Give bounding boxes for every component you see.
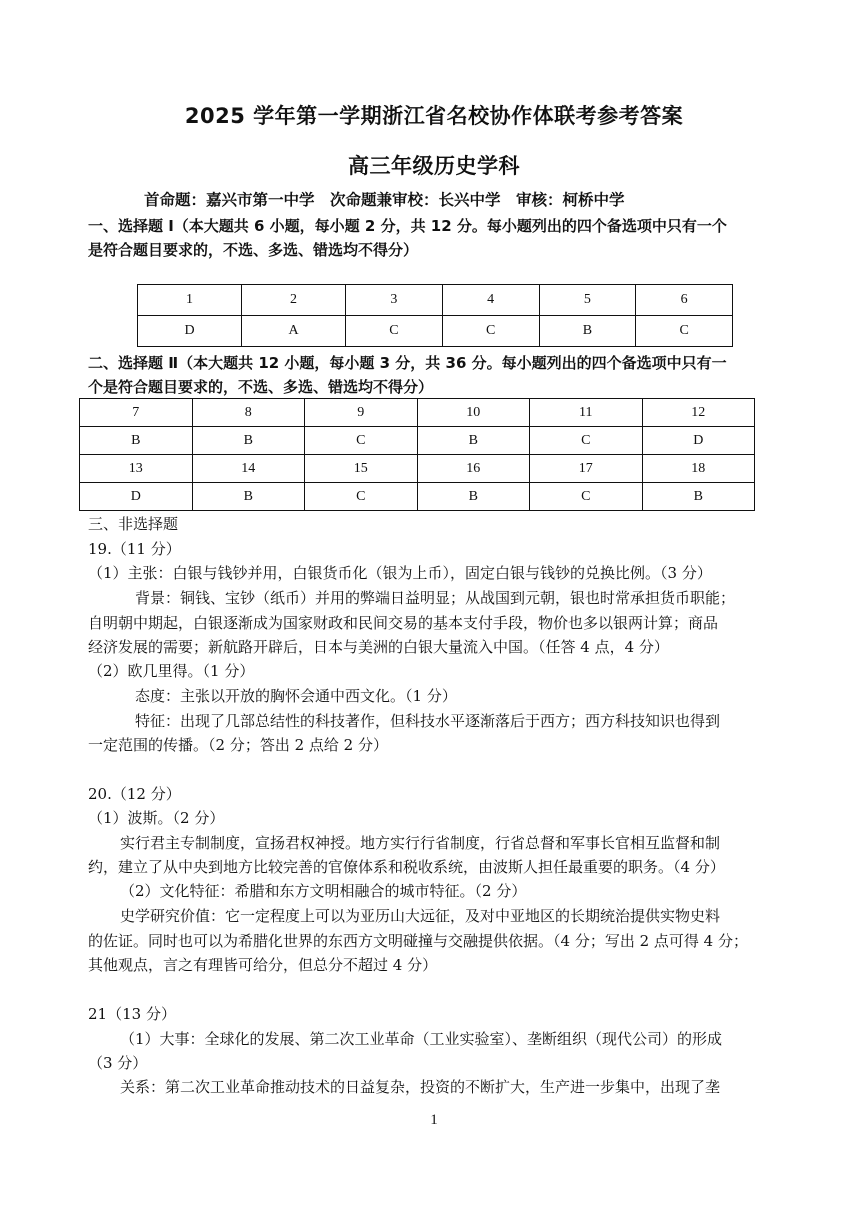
section3-heading: 三、非选择题 (88, 515, 179, 533)
q-answer: C (530, 483, 643, 511)
q19-line: （1）主张：白银与钱钞并用，白银货币化（银为上币），固定白银与钱钞的兑换比例。（3 分） (88, 564, 712, 582)
q-number: 4 (442, 285, 539, 316)
q20-line: 的佐证。同时也可以为希腊化世界的东西方文明碰撞与交融提供依据。（4 分；写出 2 点可得 4 分； (88, 932, 748, 950)
q-number: 18 (642, 455, 755, 483)
q-answer: C (530, 427, 643, 455)
q21-line: （3 分） (88, 1054, 148, 1072)
q-answer: A (242, 316, 346, 347)
q21-line: 关系：第二次工业革命推动技术的日益复杂，投资的不断扩大，生产进一步集中，出现了垄 (120, 1078, 721, 1096)
q-answer: B (80, 427, 193, 455)
q20-line: 约，建立了从中央到地方比较完善的官僚体系和税收系统，由波斯人担任最重要的职务。（4 分） (88, 858, 725, 876)
q19-line: 一定范围的传播。（2 分；答出 2 点给 2 分） (88, 736, 388, 754)
q-answer: C (305, 483, 418, 511)
q-number: 9 (305, 399, 418, 427)
q-answer: B (192, 427, 305, 455)
q-answer: B (417, 427, 530, 455)
section1-heading-cont: 是符合题目要求的，不选、多选、错选均不得分） (88, 241, 419, 259)
q-answer: C (305, 427, 418, 455)
q20-line: （2）文化特征：希腊和东方文明相融合的城市特征。（2 分） (120, 882, 527, 900)
q-number: 10 (417, 399, 530, 427)
section2-heading-cont: 个是符合题目要求的，不选、多选、错选均不得分） (88, 378, 434, 396)
section1-heading: 一、选择题 Ⅰ（本大题共 6 小题，每小题 2 分，共 12 分。每小题列出的四个备选项中只有一个 (88, 217, 727, 235)
q19-line: 特征：出现了几部总结性的科技著作，但科技水平逐渐落后于西方；西方科技知识也得到 (135, 712, 721, 730)
q19-line: 自明朝中期起，白银逐渐成为国家财政和民间交易的基本支付手段，物价也多以银两计算；商品 (88, 614, 719, 632)
q19-line: （2）欧几里得。（1 分） (88, 662, 255, 680)
q-number: 17 (530, 455, 643, 483)
q-number: 13 (80, 455, 193, 483)
document-title: 2025 学年第一学期浙江省名校协作体联考参考答案 (184, 104, 684, 128)
q-number: 1 (138, 285, 242, 316)
q20-line: （1）波斯。（2 分） (88, 809, 225, 827)
q-answer: D (642, 427, 755, 455)
q-number: 5 (539, 285, 636, 316)
q-answer: B (539, 316, 636, 347)
q-answer: B (417, 483, 530, 511)
q-number: 14 (192, 455, 305, 483)
answer-table-2 (79, 398, 755, 511)
q-answer: B (642, 483, 755, 511)
page-number: 1 (430, 1112, 438, 1128)
q-answer: C (636, 316, 733, 347)
q20-line: 实行君主专制制度，宣扬君权神授。地方实行行省制度，行省总督和军事长官相互监督和制 (120, 834, 721, 852)
q20-header: 20.（12 分） (88, 785, 181, 803)
section2-heading: 二、选择题 Ⅱ（本大题共 12 小题，每小题 3 分，共 36 分。每小题列出的四个备选项中只有一 (88, 354, 727, 372)
q-number: 2 (242, 285, 346, 316)
q19-line: 经济发展的需要；新航路开辟后，日本与美洲的白银大量流入中国。（任答 4 点，4 分） (88, 638, 669, 656)
setters-line: 首命题：嘉兴市第一中学 次命题兼审校：长兴中学 审核：柯桥中学 (144, 191, 625, 209)
q-number: 12 (642, 399, 755, 427)
q20-line: 其他观点，言之有理皆可给分，但总分不超过 4 分） (88, 956, 438, 974)
q19-header: 19.（11 分） (88, 540, 181, 558)
q-number: 15 (305, 455, 418, 483)
q21-line: （1）大事：全球化的发展、第二次工业革命（工业实验室）、垄断组织（现代公司）的形成 (120, 1030, 723, 1048)
q-answer: B (192, 483, 305, 511)
q-number: 3 (346, 285, 443, 316)
answer-table-1 (137, 284, 733, 347)
q-number: 6 (636, 285, 733, 316)
document-subtitle: 高三年级历史学科 (348, 154, 520, 178)
q19-line: 态度：主张以开放的胸怀会通中西文化。（1 分） (135, 687, 457, 705)
q-answer: C (442, 316, 539, 347)
q-number: 11 (530, 399, 643, 427)
q-answer: D (138, 316, 242, 347)
q-answer: C (346, 316, 443, 347)
q-number: 8 (192, 399, 305, 427)
q-number: 7 (80, 399, 193, 427)
q19-line: 背景：铜钱、宝钞（纸币）并用的弊端日益明显；从战国到元朝，银也时常承担货币职能； (135, 589, 736, 607)
q21-header: 21（13 分） (88, 1005, 176, 1023)
q20-line: 史学研究价值：它一定程度上可以为亚历山大远征，及对中亚地区的长期统治提供实物史料 (120, 907, 721, 925)
q-answer: D (80, 483, 193, 511)
q-number: 16 (417, 455, 530, 483)
